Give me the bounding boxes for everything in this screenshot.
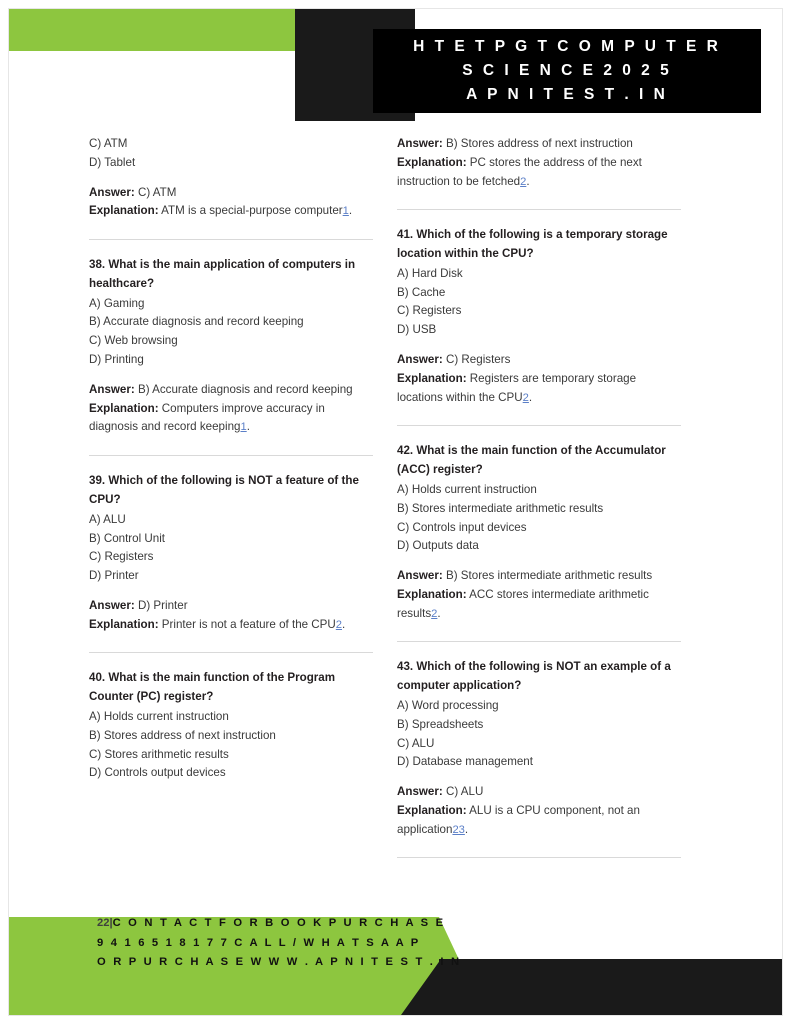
right-column	[397, 135, 681, 874]
citation-period: .	[437, 606, 441, 620]
option-item: C) Stores arithmetic results	[89, 747, 229, 761]
section-divider	[397, 425, 681, 426]
question-block-carryover-right	[397, 135, 681, 191]
citation-period: .	[464, 822, 469, 836]
question-title: 39. Which of the following is NOT a feature of the CPU?	[89, 474, 359, 506]
explanation-line	[397, 370, 681, 408]
option-item: A) Gaming	[89, 296, 145, 310]
answer-label: Answer:	[397, 569, 443, 583]
option-item: C) Registers	[89, 550, 154, 564]
question-title: 41. Which of the following is a temporary storage location within the CPU?	[397, 228, 668, 261]
option-item: D) Printer	[89, 569, 139, 583]
answer-line	[397, 351, 681, 370]
question-block-42	[397, 442, 681, 623]
citation-link[interactable]: 2	[520, 175, 527, 188]
section-divider	[397, 209, 681, 210]
option-item: C) Controls input devices	[397, 520, 527, 534]
explanation-text: PC stores the address of the next instruction to be fetched	[397, 155, 642, 188]
footer-line-2: 9 4 1 6 5 1 8 1 7 7 C A L L / W H A T S A A P	[97, 936, 421, 949]
document-page	[8, 8, 783, 1016]
section-divider	[89, 239, 373, 240]
question-block-41	[397, 226, 681, 407]
option-item: B) Stores address of next instruction	[89, 728, 276, 742]
question-title: 38. What is the main application of computers in healthcare?	[89, 258, 356, 290]
answer-text: C) ALU	[442, 785, 484, 799]
left-column	[89, 135, 373, 874]
option-item: D) USB	[397, 323, 437, 337]
explanation-text: Printer is not a feature of the CPU	[158, 617, 336, 631]
option-item: C) Web browsing	[89, 334, 178, 348]
section-divider	[89, 455, 373, 456]
citation-link[interactable]: 2	[335, 618, 343, 631]
section-divider	[397, 857, 681, 858]
citation-period: .	[348, 204, 353, 218]
explanation-label: Explanation:	[89, 617, 159, 631]
answer-line	[89, 381, 373, 400]
explanation-label: Explanation:	[397, 587, 467, 601]
footer-line-1	[97, 914, 461, 934]
explanation-line	[397, 586, 681, 624]
citation-period: .	[342, 617, 346, 631]
citation-link[interactable]: 1	[240, 421, 247, 434]
option-item: B) Stores intermediate arithmetic results	[397, 501, 604, 515]
explanation-label: Explanation:	[397, 155, 467, 169]
explanation-label: Explanation:	[89, 401, 159, 415]
question-block-39	[89, 472, 373, 634]
title-line-3: A P N I T E S T . I N	[466, 86, 668, 103]
answer-label: Answer:	[397, 353, 443, 367]
answer-line	[89, 597, 373, 616]
answer-label: Answer:	[397, 137, 443, 150]
option-item: C) ATM	[89, 137, 128, 150]
citation-link[interactable]: 2	[431, 607, 438, 620]
header-green-band	[9, 9, 339, 51]
question-title: 40. What is the main function of the Program Counter (PC) register?	[89, 671, 336, 704]
citation-link[interactable]: 2	[522, 391, 529, 404]
explanation-line	[397, 154, 681, 192]
footer-contact-text: C O N T A C T F O R B O O K P U R C H A S E	[112, 917, 446, 930]
explanation-text: ALU is a CPU component, not an application	[397, 803, 640, 836]
footer-divider: |	[109, 917, 113, 930]
explanation-line	[89, 400, 373, 438]
explanation-line	[89, 202, 373, 221]
option-item: D) Outputs data	[397, 539, 479, 553]
answer-text: D) Printer	[134, 598, 188, 612]
question-title: 42. What is the main function of the Accumulator (ACC) register?	[397, 444, 666, 477]
option-item: B) Accurate diagnosis and record keeping	[89, 315, 304, 329]
answer-text: B) Stores intermediate arithmetic results	[442, 569, 653, 583]
option-item: C) Registers	[397, 304, 462, 318]
section-divider	[397, 641, 681, 642]
explanation-label: Explanation:	[397, 371, 467, 385]
explanation-line	[397, 802, 681, 840]
answer-text: C) Registers	[442, 353, 511, 367]
answer-label: Answer:	[89, 598, 135, 612]
option-item: A) ALU	[89, 512, 126, 526]
option-item: B) Spreadsheets	[397, 717, 484, 731]
answer-label: Answer:	[397, 785, 443, 799]
option-item: A) Word processing	[397, 698, 499, 712]
explanation-text: ATM is a special-purpose computer	[158, 204, 343, 218]
option-item: B) Cache	[397, 285, 446, 299]
answer-line	[89, 184, 373, 203]
footer-black-band	[439, 959, 783, 1015]
content-columns	[9, 135, 783, 874]
question-block-43	[397, 658, 681, 839]
option-item: D) Database management	[397, 755, 533, 769]
title-line-2: S C I E N C E 2 0 2 5	[462, 61, 672, 79]
answer-label: Answer:	[89, 382, 135, 396]
answer-line	[397, 567, 681, 586]
citation-period: .	[246, 420, 250, 434]
option-item: B) Control Unit	[89, 531, 166, 545]
question-block-carryover-left	[89, 135, 373, 221]
footer-line-3: O R P U R C H A S E W W W . A P N I T E S T . I N	[97, 956, 462, 969]
option-item: A) Hard Disk	[397, 266, 463, 280]
option-item: D) Controls output devices	[89, 766, 226, 780]
explanation-text: Computers improve accuracy in diagnosis and record keeping	[89, 401, 325, 434]
question-title: 43. Which of the following is NOT an example of a computer application?	[397, 660, 671, 693]
option-item: A) Holds current instruction	[89, 709, 229, 723]
explanation-line	[89, 616, 373, 635]
option-item: D) Tablet	[89, 155, 136, 169]
question-block-40	[89, 669, 373, 783]
explanation-text: Registers are temporary storage locations within the CPU	[397, 371, 637, 404]
footer-text	[97, 914, 461, 973]
citation-link[interactable]: 1	[342, 205, 349, 218]
citation-link[interactable]: 23	[452, 823, 465, 836]
explanation-text: ACC stores intermediate arithmetic results	[397, 587, 649, 620]
question-block-38	[89, 256, 373, 437]
citation-period: .	[526, 174, 530, 188]
option-item: C) ALU	[397, 736, 435, 750]
citation-period: .	[528, 390, 533, 404]
answer-line	[397, 783, 681, 802]
page-number: 22	[97, 917, 110, 930]
answer-text: C) ATM	[134, 185, 177, 199]
title-line-1: H T E T P G T C O M P U T E R	[413, 37, 721, 55]
option-item: A) Holds current instruction	[397, 482, 537, 496]
answer-text: B) Accurate diagnosis and record keeping	[134, 382, 353, 396]
answer-text: B) Stores address of next instruction	[442, 137, 633, 150]
answer-line	[397, 135, 681, 154]
header-black-slope	[295, 9, 377, 121]
document-title	[373, 29, 761, 113]
section-divider	[89, 652, 373, 653]
answer-label: Answer:	[89, 185, 135, 199]
explanation-label: Explanation:	[397, 803, 467, 817]
option-item: D) Printing	[89, 353, 144, 367]
explanation-label: Explanation:	[89, 204, 159, 218]
